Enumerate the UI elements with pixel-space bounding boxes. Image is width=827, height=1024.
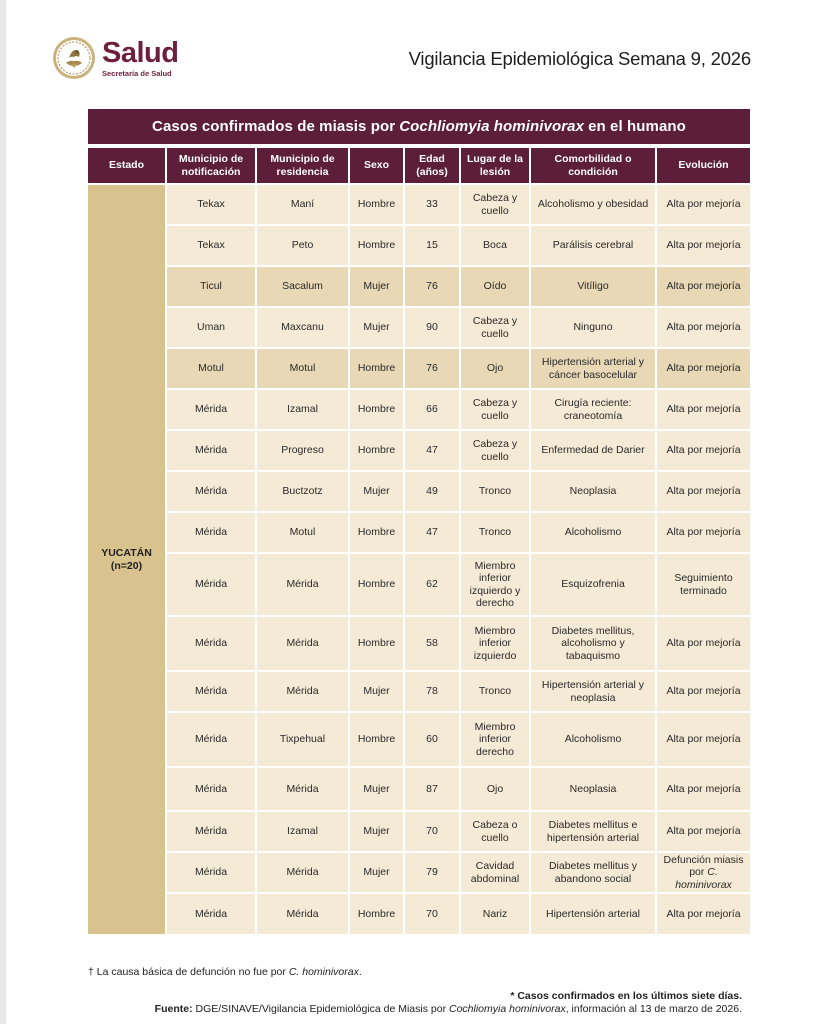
cell-comorbilidad-text: Cirugía reciente: craneotomía [554, 397, 632, 422]
cell-municipio-residencia [256, 348, 349, 389]
cell-municipio-notificacion-text: Mérida [194, 825, 228, 838]
cell-evolucion-text: Alta por mejoría [666, 485, 741, 498]
cell-sexo [349, 616, 404, 671]
cell-comorbilidad [530, 553, 656, 616]
cell-municipio-notificacion [166, 348, 256, 389]
salud-logo [52, 36, 178, 80]
cell-sexo-text: Mujer [363, 825, 390, 838]
cell-municipio-notificacion-text: Ticul [200, 280, 222, 293]
col-header-lugar-lesion: Lugar de la lesión [460, 148, 530, 184]
cell-municipio-residencia-text: Maxcanu [281, 321, 324, 334]
cell-sexo [349, 712, 404, 767]
cell-edad [404, 712, 460, 767]
cell-municipio-notificacion [166, 307, 256, 348]
cell-edad [404, 852, 460, 893]
logo-title: Salud [102, 36, 179, 69]
cell-evolucion [656, 184, 750, 225]
table-title-prefix: Casos confirmados de miasis por [152, 118, 396, 135]
cell-lugar-lesion-text: Cabeza o cuello [472, 819, 518, 844]
cell-municipio-residencia-text: Mérida [286, 685, 319, 698]
cell-lugar-lesion-text: Cabeza y cuello [472, 192, 518, 217]
cell-comorbilidad [530, 389, 656, 430]
cell-municipio-notificacion-text: Mérida [194, 782, 228, 795]
cell-lugar-lesion-text: Cavidad abdominal [470, 860, 520, 885]
table-row [88, 512, 750, 553]
cell-lugar-lesion [460, 767, 530, 811]
cell-edad [404, 671, 460, 712]
cell-evolucion-text: Alta por mejoría [666, 239, 741, 252]
cell-municipio-residencia-text: Mérida [286, 866, 319, 879]
cell-municipio-residencia [256, 553, 349, 616]
cell-lugar-lesion-text: Cabeza y cuello [472, 315, 518, 340]
cell-comorbilidad-text: Enfermedad de Darier [541, 444, 645, 457]
cell-sexo-text: Mujer [363, 485, 390, 498]
table-row [88, 471, 750, 512]
cell-sexo [349, 471, 404, 512]
cell-lugar-lesion [460, 430, 530, 471]
cell-municipio-notificacion-text: Mérida [194, 526, 228, 539]
cell-sexo-text: Mujer [363, 321, 390, 334]
cell-comorbilidad-text: Hipertensión arterial [546, 907, 640, 920]
cell-municipio-residencia-text: Tixpehual [279, 733, 326, 746]
cell-lugar-lesion-text: Miembro inferior derecho [474, 720, 516, 758]
cell-municipio-notificacion [166, 266, 256, 307]
cell-lugar-lesion-text: Ojo [486, 782, 504, 795]
cell-municipio-residencia-text: Mérida [286, 637, 319, 650]
cell-municipio-residencia [256, 712, 349, 767]
cell-comorbilidad [530, 767, 656, 811]
cell-lugar-lesion-text: Tronco [478, 485, 512, 498]
cell-comorbilidad-text: Parálisis cerebral [552, 239, 634, 252]
cell-evolucion-text: Defunción miasis por [663, 853, 744, 879]
cell-comorbilidad [530, 712, 656, 767]
cell-municipio-residencia-text: Izamal [287, 403, 318, 416]
cell-municipio-residencia-text: Izamal [287, 825, 318, 838]
cell-lugar-lesion [460, 348, 530, 389]
table-row [88, 348, 750, 389]
cell-evolucion [656, 811, 750, 852]
cell-municipio-notificacion [166, 712, 256, 767]
cell-lugar-lesion [460, 266, 530, 307]
dagger-note-end: . [358, 966, 362, 978]
col-header-comorbilidad: Comorbilidad o condición [530, 148, 656, 184]
cell-edad [404, 893, 460, 934]
table-row [88, 307, 750, 348]
cell-edad-text: 62 [426, 578, 438, 591]
table-row [88, 184, 750, 225]
cell-edad-text: 47 [426, 526, 438, 539]
cell-lugar-lesion-text: Boca [483, 239, 507, 252]
cell-edad [404, 553, 460, 616]
table-row [88, 671, 750, 712]
cell-municipio-notificacion [166, 852, 256, 893]
cell-municipio-residencia-text: Peto [291, 239, 314, 252]
cell-comorbilidad-text: Neoplasia [569, 485, 617, 498]
cell-evolucion-text: Alta por mejoría [666, 782, 741, 795]
cases-table-section [88, 109, 750, 934]
cell-comorbilidad [530, 671, 656, 712]
cell-municipio-notificacion-text: Tekax [197, 239, 225, 252]
cell-evolucion-text: Alta por mejoría [666, 198, 741, 211]
cell-lugar-lesion [460, 811, 530, 852]
cell-edad [404, 767, 460, 811]
cell-edad-text: 58 [426, 637, 438, 650]
cell-sexo [349, 811, 404, 852]
cell-comorbilidad [530, 266, 656, 307]
cell-lugar-lesion [460, 553, 530, 616]
cell-sexo-text: Hombre [357, 637, 396, 650]
cell-comorbilidad-text: Ninguno [573, 321, 613, 334]
cell-evolucion-text: Alta por mejoría [666, 907, 741, 920]
table-row [88, 852, 750, 893]
cell-edad [404, 811, 460, 852]
cell-sexo-text: Hombre [357, 578, 396, 591]
cell-comorbilidad-text: Hipertensión arterial y cáncer basocelular [541, 356, 645, 381]
cell-lugar-lesion [460, 852, 530, 893]
cell-municipio-residencia [256, 266, 349, 307]
cell-municipio-notificacion-text: Motul [198, 362, 224, 375]
cell-municipio-notificacion [166, 389, 256, 430]
cell-evolucion [656, 266, 750, 307]
source-label: Fuente: [154, 1003, 193, 1015]
cell-sexo-text: Hombre [357, 239, 396, 252]
cell-evolucion [656, 348, 750, 389]
cell-sexo [349, 348, 404, 389]
cell-sexo-text: Hombre [357, 733, 396, 746]
cell-sexo [349, 553, 404, 616]
table-row [88, 616, 750, 671]
cell-municipio-notificacion-text: Mérida [194, 733, 228, 746]
cell-evolucion [656, 712, 750, 767]
cell-municipio-notificacion [166, 471, 256, 512]
cell-municipio-notificacion-text: Mérida [194, 578, 228, 591]
cell-municipio-notificacion [166, 671, 256, 712]
table-title-suffix: en el humano [588, 118, 686, 135]
cell-municipio-residencia [256, 430, 349, 471]
cell-lugar-lesion-text: Miembro inferior izquierdo y derecho [469, 559, 521, 609]
cell-evolucion [656, 553, 750, 616]
cell-sexo [349, 671, 404, 712]
cell-evolucion [656, 852, 750, 893]
cell-sexo-text: Hombre [357, 403, 396, 416]
cell-estado [88, 184, 166, 934]
table-row [88, 893, 750, 934]
cell-evolucion [656, 767, 750, 811]
cell-lugar-lesion [460, 616, 530, 671]
cell-comorbilidad [530, 184, 656, 225]
cell-sexo-text: Mujer [363, 280, 390, 293]
cell-municipio-notificacion-text: Mérida [194, 637, 228, 650]
cell-edad [404, 389, 460, 430]
cell-municipio-residencia [256, 225, 349, 266]
cell-edad-text: 60 [426, 733, 438, 746]
cell-sexo [349, 512, 404, 553]
cell-comorbilidad [530, 307, 656, 348]
cell-comorbilidad-text: Diabetes mellitus, alcoholismo y tabaquismo [551, 624, 635, 662]
table-row [88, 712, 750, 767]
cell-evolucion-text: Alta por mejoría [666, 637, 741, 650]
col-header-evolucion: Evolución [656, 148, 750, 184]
cell-comorbilidad-text: Alcoholismo y obesidad [537, 198, 649, 211]
cell-evolucion [656, 307, 750, 348]
cell-sexo [349, 266, 404, 307]
cell-edad-text: 76 [426, 280, 438, 293]
col-header-estado: Estado [88, 148, 166, 184]
cell-municipio-notificacion [166, 553, 256, 616]
cell-municipio-notificacion [166, 184, 256, 225]
cell-evolucion-text: Alta por mejoría [666, 444, 741, 457]
cell-municipio-residencia-text: Mérida [286, 907, 319, 920]
col-header-sexo: Sexo [349, 148, 404, 184]
cell-evolucion-species: C. hominivorax [675, 866, 732, 891]
cell-municipio-notificacion [166, 616, 256, 671]
cell-sexo [349, 767, 404, 811]
cell-municipio-residencia [256, 811, 349, 852]
cell-lugar-lesion [460, 671, 530, 712]
cell-lugar-lesion [460, 389, 530, 430]
cell-sexo [349, 184, 404, 225]
cell-evolucion-text: Alta por mejoría [666, 526, 741, 539]
cell-edad-text: 66 [426, 403, 438, 416]
cell-municipio-residencia [256, 616, 349, 671]
national-seal-icon [52, 36, 96, 80]
cell-comorbilidad-text: Esquizofrenia [561, 578, 625, 591]
cell-sexo-text: Mujer [363, 685, 390, 698]
cell-evolucion-text: Alta por mejoría [666, 733, 741, 746]
cell-edad-text: 15 [426, 239, 438, 252]
cell-lugar-lesion [460, 712, 530, 767]
cell-lugar-lesion-text: Tronco [478, 685, 512, 698]
source-text: DGE/SINAVE/Vigilancia Epidemiológica de Miasis por [195, 1003, 447, 1015]
cell-edad-text: 87 [426, 782, 438, 795]
cell-evolucion [656, 893, 750, 934]
cell-edad [404, 225, 460, 266]
cell-evolucion-text: Alta por mejoría [666, 362, 741, 375]
cell-municipio-residencia [256, 767, 349, 811]
table-title [88, 109, 750, 144]
cell-sexo-text: Hombre [357, 362, 396, 375]
cell-municipio-notificacion [166, 893, 256, 934]
cell-sexo-text: Hombre [357, 526, 396, 539]
cell-lugar-lesion [460, 225, 530, 266]
cell-lugar-lesion [460, 307, 530, 348]
cell-lugar-lesion [460, 471, 530, 512]
cell-evolucion [656, 471, 750, 512]
source-species: Cochliomyia hominivorax [449, 1003, 566, 1015]
cell-municipio-residencia [256, 671, 349, 712]
cases-table [88, 148, 750, 934]
cell-comorbilidad-text: Alcoholismo [564, 526, 622, 539]
col-header-municipio-notificacion: Municipio de notificación [166, 148, 256, 184]
cell-evolucion-text: Alta por mejoría [666, 685, 741, 698]
cell-edad-text: 70 [426, 907, 438, 920]
cell-sexo [349, 307, 404, 348]
cell-municipio-notificacion-text: Mérida [194, 866, 228, 879]
cell-sexo [349, 225, 404, 266]
state-name: YUCATÁN [101, 547, 152, 560]
cell-municipio-notificacion-text: Uman [196, 321, 225, 334]
cell-municipio-residencia [256, 307, 349, 348]
cell-municipio-notificacion [166, 225, 256, 266]
cell-municipio-notificacion [166, 767, 256, 811]
cell-comorbilidad [530, 430, 656, 471]
cell-municipio-notificacion [166, 512, 256, 553]
cell-comorbilidad-text: Neoplasia [569, 782, 617, 795]
cell-lugar-lesion-text: Tronco [478, 526, 512, 539]
cell-edad-text: 33 [426, 198, 438, 211]
cell-lugar-lesion-text: Ojo [486, 362, 504, 375]
cell-evolucion [656, 225, 750, 266]
cell-municipio-notificacion-text: Mérida [194, 444, 228, 457]
col-header-edad: Edad (años) [404, 148, 460, 184]
cell-edad-text: 49 [426, 485, 438, 498]
cell-municipio-residencia-text: Mérida [286, 782, 319, 795]
cell-edad [404, 307, 460, 348]
cell-edad-text: 78 [426, 685, 438, 698]
cell-lugar-lesion-text: Nariz [482, 907, 508, 920]
table-row [88, 767, 750, 811]
cell-sexo [349, 389, 404, 430]
cell-municipio-residencia-text: Sacalum [282, 280, 323, 293]
cell-edad-text: 76 [426, 362, 438, 375]
cell-comorbilidad [530, 852, 656, 893]
recent-cases-note: * Casos confirmados en los últimos siete días. [510, 990, 742, 1002]
cell-evolucion [656, 389, 750, 430]
cell-lugar-lesion-text: Cabeza y cuello [472, 438, 518, 463]
cell-municipio-residencia [256, 389, 349, 430]
cell-evolucion-text: Alta por mejoría [666, 280, 741, 293]
cell-evolucion [656, 616, 750, 671]
cell-sexo [349, 852, 404, 893]
cell-lugar-lesion [460, 893, 530, 934]
cell-lugar-lesion-text: Miembro inferior izquierdo [473, 624, 517, 662]
state-count: (n=20) [110, 559, 143, 572]
cell-sexo-text: Hombre [357, 444, 396, 457]
cell-lugar-lesion [460, 512, 530, 553]
cell-edad [404, 430, 460, 471]
table-row [88, 225, 750, 266]
source-note [155, 1003, 742, 1015]
cell-lugar-lesion [460, 184, 530, 225]
cell-municipio-notificacion [166, 811, 256, 852]
cell-evolucion-text: Alta por mejoría [666, 825, 741, 838]
table-row [88, 266, 750, 307]
cell-comorbilidad [530, 471, 656, 512]
cell-municipio-residencia-text: Motul [289, 526, 316, 539]
cell-municipio-notificacion-text: Mérida [194, 485, 228, 498]
cell-sexo-text: Hombre [357, 907, 396, 920]
cell-sexo [349, 430, 404, 471]
cell-edad-text: 47 [426, 444, 438, 457]
cell-municipio-residencia [256, 852, 349, 893]
dagger-footnote [88, 966, 362, 978]
source-end: , información al 13 de marzo de 2026. [565, 1003, 742, 1015]
cell-edad [404, 266, 460, 307]
cell-municipio-residencia-text: Motul [289, 362, 316, 375]
table-title-species: Cochliomyia hominivorax [399, 118, 585, 135]
cell-edad-text: 70 [426, 825, 438, 838]
cell-sexo [349, 893, 404, 934]
cell-municipio-residencia-text: Progreso [281, 444, 324, 457]
cell-edad [404, 184, 460, 225]
cell-edad [404, 616, 460, 671]
cell-municipio-residencia [256, 471, 349, 512]
cell-edad-text: 90 [426, 321, 438, 334]
cell-evolucion [656, 430, 750, 471]
col-header-municipio-residencia: Municipio de residencia [256, 148, 349, 184]
dagger-note-text: † La causa básica de defunción no fue por [88, 966, 286, 978]
cell-edad-text: 79 [426, 866, 438, 879]
cell-evolucion-text: Alta por mejoría [666, 321, 741, 334]
table-row [88, 430, 750, 471]
cell-comorbilidad [530, 225, 656, 266]
cell-comorbilidad [530, 348, 656, 389]
cell-lugar-lesion-text: Cabeza y cuello [472, 397, 518, 422]
cell-municipio-residencia-text: Buctzotz [282, 485, 323, 498]
logo-subtitle: Secretaría de Salud [102, 68, 172, 78]
cell-comorbilidad [530, 512, 656, 553]
cell-municipio-residencia [256, 893, 349, 934]
page-edge [0, 0, 6, 1024]
cell-comorbilidad [530, 893, 656, 934]
cell-comorbilidad-text: Diabetes mellitus e hipertensión arterial [546, 819, 640, 844]
cell-comorbilidad-text: Alcoholismo [564, 733, 622, 746]
cell-municipio-notificacion-text: Mérida [194, 907, 228, 920]
cell-municipio-residencia [256, 512, 349, 553]
report-title: Vigilancia Epidemiológica Semana 9, 2026 [408, 48, 751, 69]
table-row [88, 553, 750, 616]
cell-sexo-text: Hombre [357, 198, 396, 211]
cell-municipio-notificacion-text: Tekax [197, 198, 225, 211]
cell-edad [404, 512, 460, 553]
cell-comorbilidad-text: Vitíligo [577, 280, 609, 293]
cell-sexo-text: Mujer [363, 866, 390, 879]
cell-comorbilidad [530, 811, 656, 852]
cell-edad [404, 471, 460, 512]
table-header-row [88, 148, 750, 184]
cell-municipio-residencia-text: Maní [290, 198, 315, 211]
cell-municipio-notificacion [166, 430, 256, 471]
cell-comorbilidad-text: Hipertensión arterial y neoplasia [541, 679, 645, 704]
cell-evolucion [656, 671, 750, 712]
cell-evolucion-text: Seguimiento terminado [674, 572, 733, 597]
cell-edad [404, 348, 460, 389]
cell-municipio-notificacion-text: Mérida [194, 403, 228, 416]
cell-comorbilidad-text: Diabetes mellitus y abandono social [548, 860, 638, 885]
cell-municipio-residencia-text: Mérida [286, 578, 319, 591]
cell-comorbilidad [530, 616, 656, 671]
cell-sexo-text: Mujer [363, 782, 390, 795]
cell-municipio-residencia [256, 184, 349, 225]
cell-municipio-notificacion-text: Mérida [194, 685, 228, 698]
page-header [52, 36, 751, 80]
cell-evolucion-text: Alta por mejoría [666, 403, 741, 416]
table-row [88, 389, 750, 430]
cell-evolucion [656, 512, 750, 553]
cell-lugar-lesion-text: Oído [483, 280, 507, 293]
table-row [88, 811, 750, 852]
dagger-note-species: C. hominivorax [288, 966, 359, 978]
